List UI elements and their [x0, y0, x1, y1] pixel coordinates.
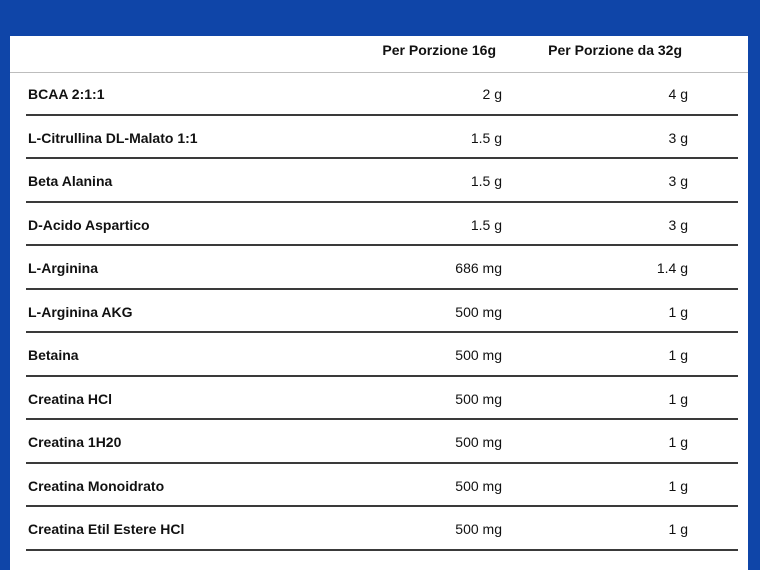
ingredient-name: L-Citrullina DL-Malato 1:1: [28, 129, 198, 146]
value-per-16g: 500 mg: [455, 303, 502, 320]
value-per-32g: 1 g: [668, 477, 688, 494]
ingredient-name: D-Acido Aspartico: [28, 216, 150, 233]
table-row: [26, 377, 738, 421]
value-per-16g: 500 mg: [455, 434, 502, 450]
table-row: [26, 507, 738, 551]
value-per-32g: 1 g: [668, 347, 688, 363]
table-row: [26, 420, 738, 464]
table-row: [26, 333, 738, 377]
value-per-32g: 1 g: [668, 390, 688, 407]
value-per-32g: 1 g: [668, 434, 688, 450]
table-row: [26, 464, 738, 508]
table-row: [26, 203, 738, 247]
nutrition-table: [10, 36, 748, 576]
value-per-32g: 3 g: [668, 173, 688, 189]
value-per-16g: 2 g: [482, 86, 502, 102]
ingredient-name: Beta Alanina: [28, 173, 113, 189]
value-per-32g: 4 g: [668, 86, 688, 102]
table-row: [26, 159, 738, 203]
value-per-16g: 500 mg: [455, 521, 502, 537]
ingredient-name: Creatina Etil Estere HCl: [28, 521, 185, 537]
table-row: [26, 72, 738, 116]
value-per-32g: 1 g: [668, 303, 688, 320]
ingredient-name: L-Arginina AKG: [28, 303, 133, 320]
table-header-row: [10, 36, 748, 73]
value-per-16g: 686 mg: [455, 260, 502, 276]
value-per-16g: 1.5 g: [470, 129, 502, 146]
ingredient-name: Creatina 1H20: [28, 434, 122, 450]
value-per-32g: 3 g: [668, 216, 688, 233]
column-header-per-16g: Per Porzione 16g: [382, 42, 496, 58]
ingredient-name: BCAA 2:1:1: [28, 86, 105, 102]
value-per-32g: 3 g: [668, 129, 688, 146]
value-per-32g: 1 g: [668, 521, 688, 537]
ingredient-name: L-Arginina: [28, 260, 98, 276]
table-row: [26, 246, 738, 290]
ingredient-name: Creatina Monoidrato: [28, 477, 165, 494]
table-row: [26, 116, 738, 160]
value-per-16g: 500 mg: [455, 477, 502, 494]
value-per-32g: 1.4 g: [656, 260, 688, 276]
value-per-16g: 500 mg: [455, 390, 502, 407]
value-per-16g: 1.5 g: [470, 216, 502, 233]
ingredient-name: Creatina HCl: [28, 390, 113, 407]
table-row: [26, 290, 738, 334]
value-per-16g: 500 mg: [455, 347, 502, 363]
value-per-16g: 1.5 g: [470, 173, 502, 189]
column-header-per-32g: Per Porzione da 32g: [548, 42, 682, 58]
ingredient-name: Betaina: [28, 347, 79, 363]
